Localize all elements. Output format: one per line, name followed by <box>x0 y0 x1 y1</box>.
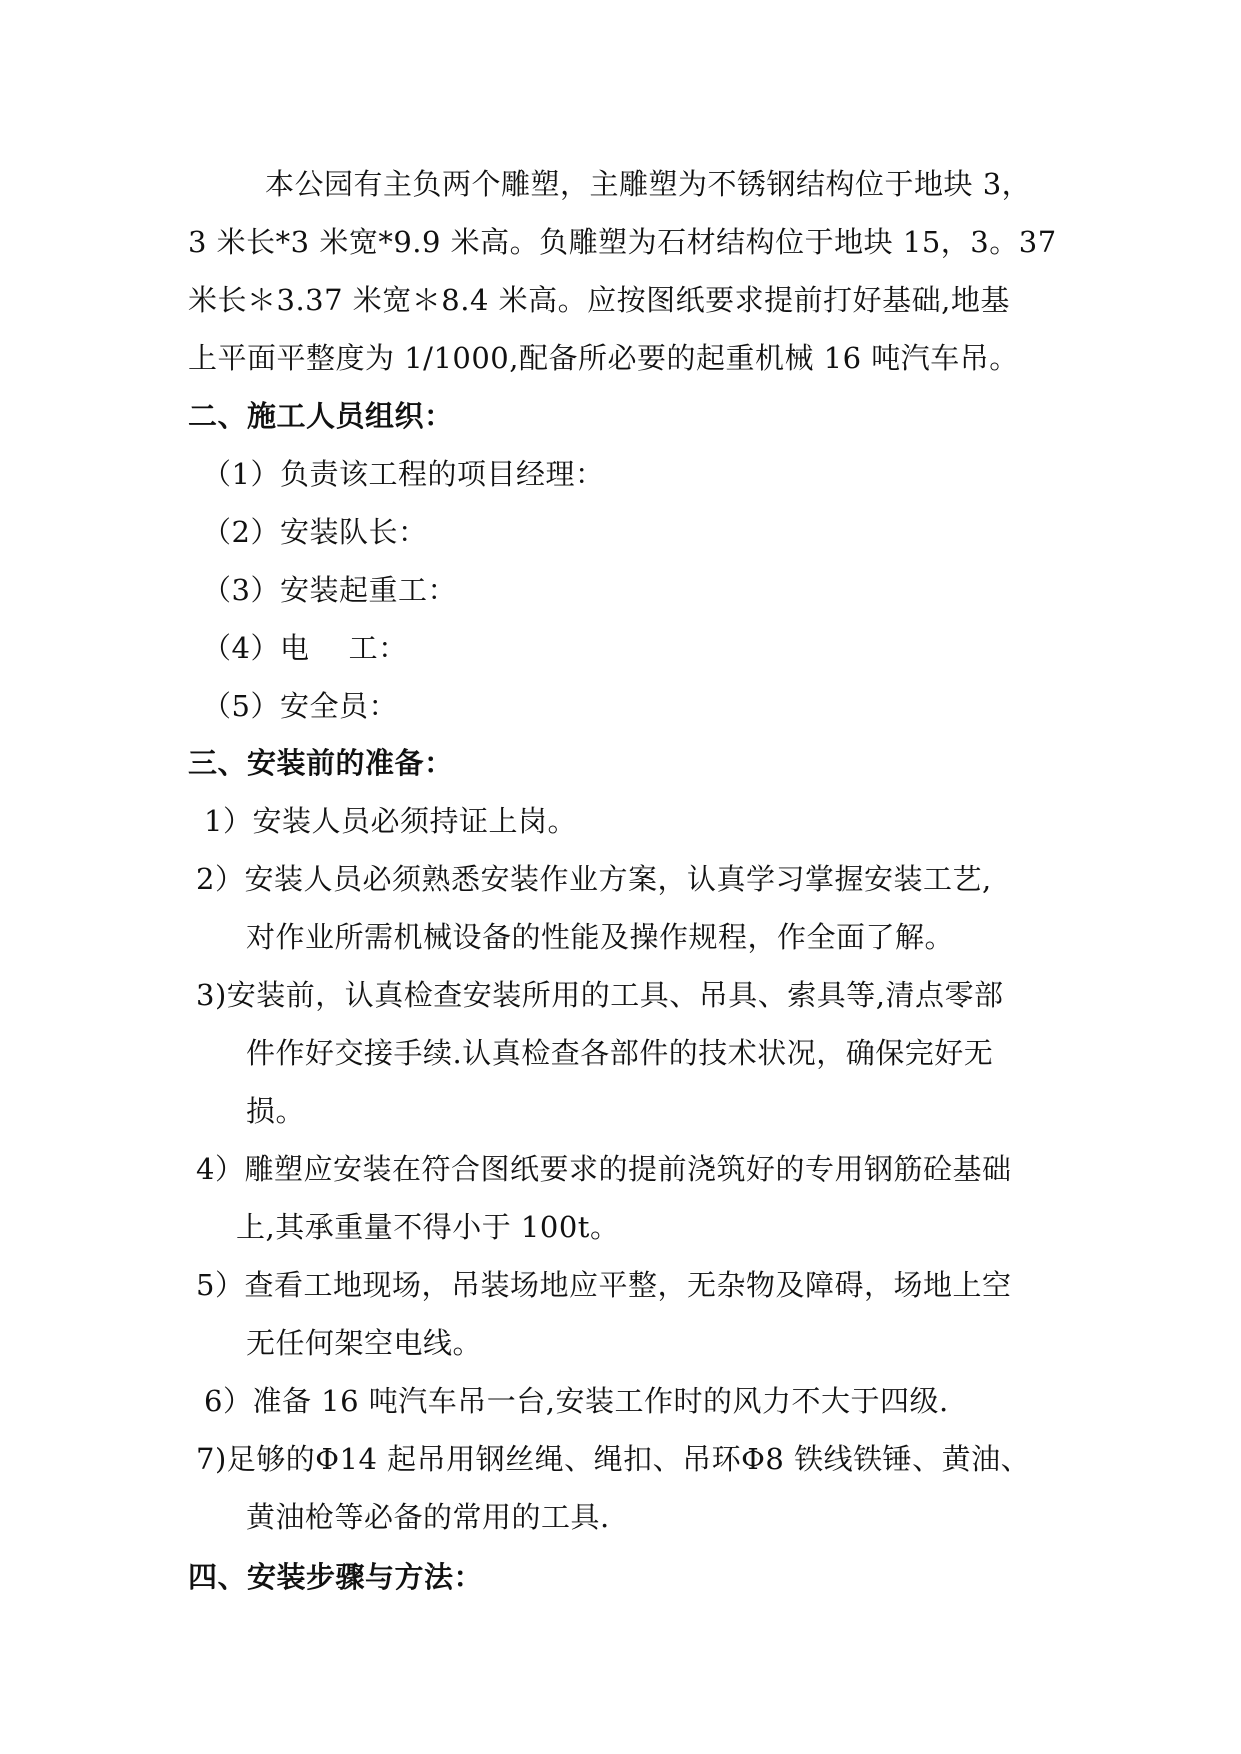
section3-line-6: 损。 <box>246 1094 306 1128</box>
section2-item-5: （5）安全员： <box>202 689 398 723</box>
intro-line-4: 上平面平整度为 1/1000,配备所必要的起重机械 16 吨汽车吊。 <box>188 341 1019 375</box>
section3-line-13: 黄油枪等必备的常用的工具. <box>246 1500 610 1534</box>
intro-line-2: 3 米长*3 米宽*9.9 米高。负雕塑为石材结构位于地块 15，3。37 <box>188 225 1057 259</box>
intro-line-3: 米长＊3.37 米宽＊8.4 米高。应按图纸要求提前打好基础,地基 <box>188 283 1010 317</box>
section3-line-9: 5）查看工地现场，吊装场地应平整，无杂物及障碍，场地上空 <box>196 1268 1012 1302</box>
section3-line-1: 1）安装人员必须持证上岗。 <box>204 804 577 838</box>
section3-line-2: 2）安装人员必须熟悉安装作业方案，认真学习掌握安装工艺, <box>196 862 992 896</box>
section3-line-12: 7)足够的Φ14 起吊用钢丝绳、绳扣、吊环Φ8 铁线铁锤、黄油、 <box>196 1442 1031 1476</box>
section3-line-3: 对作业所需机械设备的性能及操作规程，作全面了解。 <box>246 920 955 954</box>
section2-item-2: （2）安装队长： <box>202 515 428 549</box>
section2-item-4: （4）电 工： <box>202 631 408 665</box>
section2-item-1: （1）负责该工程的项目经理： <box>202 457 605 491</box>
section2-heading: 二、施工人员组织： <box>188 399 454 433</box>
section3-line-7: 4）雕塑应安装在符合图纸要求的提前浇筑好的专用钢筋砼基础 <box>196 1152 1012 1186</box>
intro-line-1: 本公园有主负两个雕塑，主雕塑为不锈钢结构位于地块 3， <box>265 167 1032 201</box>
section2-item-3: （3）安装起重工： <box>202 573 457 607</box>
section3-line-4: 3)安装前，认真检查安装所用的工具、吊具、索具等,清点零部 <box>196 978 1004 1012</box>
section3-line-8: 上,其承重量不得小于 100t。 <box>236 1210 620 1244</box>
section3-line-11: 6）准备 16 吨汽车吊一台,安装工作时的风力不大于四级. <box>204 1384 949 1418</box>
section4-heading: 四、安装步骤与方法： <box>188 1560 484 1594</box>
section3-heading: 三、安装前的准备： <box>188 746 454 780</box>
section3-line-10: 无任何架空电线。 <box>246 1326 483 1360</box>
section3-line-5: 件作好交接手续.认真检查各部件的技术状况，确保完好无 <box>246 1036 994 1070</box>
